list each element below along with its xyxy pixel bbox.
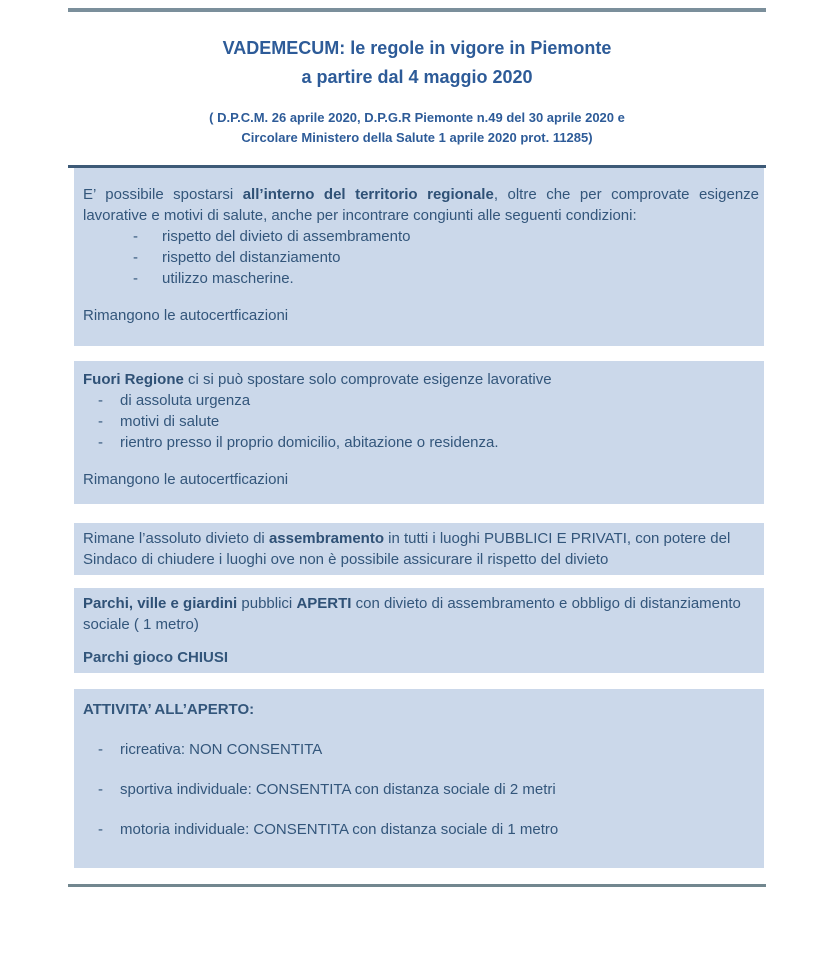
section-spacer — [68, 673, 766, 689]
list-item — [133, 226, 759, 247]
outside-region-lead-bold: Fuori Regione — [83, 371, 184, 388]
vademecum-page — [68, 8, 766, 887]
regional-travel-text-post: , oltre che per comprovate esigenze lavorative e motivi di salute, anche per incontrare congiunti alle seguenti condizioni: — [83, 186, 760, 224]
section-spacer — [68, 575, 766, 588]
gathering-ban-text-bold: assembramento — [268, 530, 384, 547]
list-item — [98, 819, 759, 840]
dash-bullet-icon: - — [133, 228, 138, 245]
outside-region-lead — [83, 369, 759, 390]
outdoor-activities-heading: ATTIVITA’ ALL’APERTO: — [83, 701, 255, 718]
top-divider — [68, 8, 766, 12]
legal-citation — [68, 108, 766, 148]
bottom-divider — [68, 884, 766, 887]
citation-line-1: ( D.P.C.M. 26 aprile 2020, D.P.G.R Piemonte n.49 del 30 aprile 2020 e — [209, 110, 625, 125]
list-item-text: di assoluta urgenza — [120, 392, 251, 409]
regional-travel-text-bold: all’interno del territorio regionale — [242, 186, 494, 203]
title-line-1: VADEMECUM: le regole in vigore in Piemonte — [222, 38, 612, 58]
list-item-text: rispetto del divieto di assembramento — [162, 228, 411, 245]
parks-open-mid: pubblici — [237, 595, 297, 612]
gathering-ban-text-post: in tutti i luoghi PUBBLICI E PRIVATI, con potere del Sindaco di chiudere i luoghi ove non è possibile assicurare il rispetto del divieto — [83, 530, 731, 568]
regional-travel-text-pre: E’ possibile spostarsi — [83, 186, 243, 203]
parks-open-status-bold: APERTI — [296, 595, 352, 612]
section-gathering-ban — [74, 523, 764, 575]
list-item — [98, 432, 759, 453]
regional-travel-conditions-list — [83, 226, 759, 289]
list-item — [98, 739, 759, 760]
regional-travel-paragraph — [83, 184, 759, 226]
section-outdoor-activities — [74, 689, 764, 868]
parks-open-bold: Parchi, ville e giardini — [83, 595, 238, 612]
outside-region-reasons-list — [83, 390, 759, 453]
title-line-2: a partire dal 4 maggio 2020 — [301, 67, 533, 87]
dash-bullet-icon: - — [133, 249, 138, 266]
section-spacer — [68, 504, 766, 523]
playgrounds-closed-line: Parchi gioco CHIUSI — [83, 649, 229, 666]
gathering-ban-text-pre: Rimane l’assoluto divieto di — [83, 530, 269, 547]
list-item — [98, 411, 759, 432]
list-item — [98, 390, 759, 411]
list-item-text: rientro presso il proprio domicilio, abitazione o residenza. — [120, 434, 499, 451]
section-spacer — [68, 346, 766, 361]
list-item — [133, 247, 759, 268]
dash-bullet-icon: - — [98, 781, 103, 798]
list-item-text: ricreativa: NON CONSENTITA — [120, 741, 323, 758]
dash-bullet-icon: - — [98, 434, 103, 451]
parks-open-paragraph — [83, 593, 759, 635]
section-parks — [74, 588, 764, 673]
dash-bullet-icon: - — [98, 413, 103, 430]
self-certification-note: Rimangono le autocertficazioni — [83, 307, 289, 324]
parks-open-rest: con divieto di assembramento e obbligo di distanziamento sociale ( 1 metro) — [83, 595, 741, 633]
list-item-text: sportiva individuale: CONSENTITA con distanza sociale di 2 metri — [120, 781, 556, 798]
list-item — [98, 779, 759, 800]
section-regional-travel — [74, 168, 764, 346]
citation-line-2: Circolare Ministero della Salute 1 aprile 2020 prot. 11285) — [241, 130, 593, 145]
dash-bullet-icon: - — [98, 392, 103, 409]
gathering-ban-paragraph — [83, 528, 759, 570]
page-title — [68, 34, 766, 92]
dash-bullet-icon: - — [133, 270, 138, 287]
self-certification-note: Rimangono le autocertficazioni — [83, 471, 289, 488]
list-item-text: motoria individuale: CONSENTITA con distanza sociale di 1 metro — [120, 821, 559, 838]
list-item-text: motivi di salute — [120, 413, 220, 430]
dash-bullet-icon: - — [98, 821, 103, 838]
section-outside-region — [74, 361, 764, 504]
list-item-text: rispetto del distanziamento — [162, 249, 341, 266]
outdoor-activities-list — [83, 739, 759, 840]
outside-region-lead-rest: ci si può spostare solo comprovate esigenze lavorative — [183, 371, 552, 388]
dash-bullet-icon: - — [98, 741, 103, 758]
list-item-text: utilizzo mascherine. — [162, 270, 294, 287]
list-item — [133, 268, 759, 289]
